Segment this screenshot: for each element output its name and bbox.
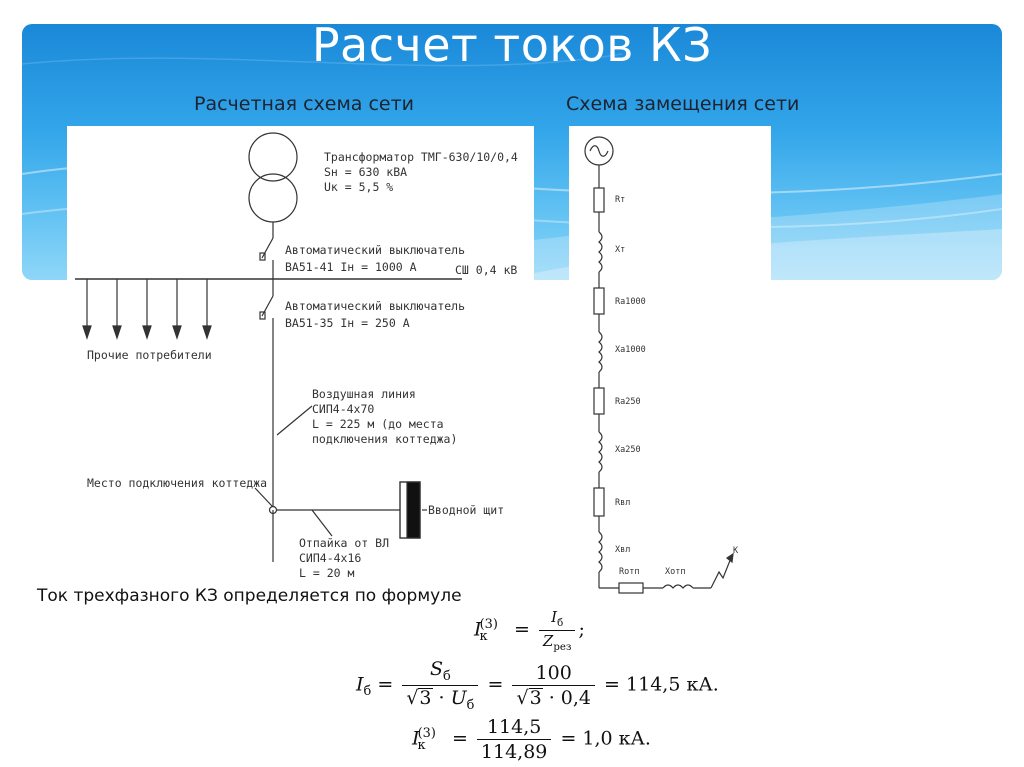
f2-den2-value: 0,4 bbox=[560, 686, 591, 709]
branch-cable: СИП4-4х16 bbox=[299, 551, 362, 565]
f3-lhs-symbol: I bbox=[412, 727, 420, 750]
breaker2-contact bbox=[262, 296, 273, 316]
label-xvl: Xвл bbox=[615, 545, 631, 555]
f2-num2: 100 bbox=[535, 661, 572, 684]
input-panel-label: Вводной щит bbox=[428, 503, 505, 517]
f1-equals: = bbox=[513, 618, 530, 641]
f1-lhs-sub: к bbox=[479, 629, 488, 645]
f1-suffix: ; bbox=[578, 618, 585, 641]
f3-den: 114,89 bbox=[477, 739, 551, 763]
transformer-power: Sн = 630 кВА bbox=[324, 165, 408, 179]
label-ra250: Rа250 bbox=[615, 397, 641, 407]
f2-lhs-symbol: I bbox=[356, 673, 364, 696]
resistor-rotp bbox=[619, 583, 643, 593]
f3-lhs-sub: к bbox=[417, 738, 426, 754]
overhead-line-label bbox=[312, 387, 457, 447]
equivalent-scheme-panel bbox=[569, 126, 771, 606]
connection-point-label: Место подключения коттеджа bbox=[87, 476, 268, 490]
line-cable: СИП4-4х70 bbox=[312, 402, 375, 416]
f1-num-symbol: I bbox=[551, 608, 558, 626]
f2-equals-3: = bbox=[604, 673, 620, 696]
inductor-xvl bbox=[599, 532, 602, 572]
f2-den1-symbol: U bbox=[450, 686, 467, 709]
f3-num: 114,5 bbox=[486, 716, 542, 738]
fault-symbol bbox=[711, 558, 731, 588]
breaker1-contact bbox=[262, 238, 273, 258]
breaker1-rating: ВА51-41 Iн = 1000 А bbox=[285, 260, 417, 274]
label-fault: К bbox=[733, 546, 739, 556]
busbar-label: СШ 0,4 кВ bbox=[455, 263, 518, 277]
f1-num-sub: б bbox=[557, 618, 564, 629]
formula-3 bbox=[412, 716, 651, 763]
resistor-rt bbox=[594, 188, 604, 212]
f2-num1-symbol: S bbox=[429, 658, 443, 680]
label-rotp: Rотп bbox=[619, 567, 640, 577]
transformer-type: Трансформатор ТМГ-630/10/0,4 bbox=[324, 150, 518, 164]
f1-lhs-sup: (3) bbox=[479, 617, 498, 633]
label-xa250: Xа250 bbox=[615, 445, 641, 455]
resistor-ra1000 bbox=[594, 288, 604, 314]
label-rvl: Rвл bbox=[615, 498, 631, 508]
resistor-rvl bbox=[594, 488, 604, 516]
line-title: Воздушная линия bbox=[312, 387, 416, 401]
f2-equals-2: = bbox=[487, 673, 504, 696]
breaker1-label bbox=[285, 242, 465, 276]
label-xt: Xт bbox=[615, 245, 626, 255]
formula-2 bbox=[356, 658, 719, 713]
label-ra1000: Rа1000 bbox=[615, 297, 646, 307]
label-rt: Rт bbox=[615, 195, 626, 205]
consumers-label: Прочие потребители bbox=[87, 348, 212, 362]
f1-den-sub: рез bbox=[553, 642, 572, 653]
f2-den1-sub: б bbox=[466, 697, 475, 713]
inductor-xt bbox=[599, 232, 602, 272]
f2-fraction-2: $\frac{100}{√3 \cdot 0,4}$ bbox=[512, 662, 595, 709]
resistor-ra250 bbox=[594, 388, 604, 414]
inductor-xa250 bbox=[599, 432, 602, 472]
f1-den-symbol: Z bbox=[542, 632, 554, 650]
branch-label bbox=[299, 536, 389, 581]
branch-length: L = 20 м bbox=[299, 566, 355, 580]
f3-lhs-sup: (3) bbox=[417, 726, 436, 742]
transformer-label bbox=[324, 150, 518, 195]
line-length: L = 225 м (до места bbox=[312, 417, 444, 431]
f2-den2-root: 3 bbox=[529, 686, 542, 709]
page-title: Расчет токов КЗ bbox=[311, 18, 713, 72]
subtitle-equivalent-scheme: Схема замещения сети bbox=[566, 93, 800, 115]
consumer-arrows bbox=[83, 279, 211, 338]
inductor-xa1000 bbox=[599, 332, 602, 372]
label-xa1000: Xа1000 bbox=[615, 345, 646, 355]
breaker1-title: Автоматический выключатель bbox=[285, 243, 466, 257]
breaker2-label bbox=[285, 298, 465, 332]
f3-fraction bbox=[477, 716, 551, 763]
transformer-voltage: Uк = 5,5 % bbox=[324, 180, 394, 194]
subtitle-calc-scheme: Расчетная схема сети bbox=[194, 93, 415, 115]
formula-intro: Ток трехфазного КЗ определяется по формуле bbox=[37, 586, 462, 606]
f3-equals-1: = bbox=[451, 727, 468, 750]
calc-scheme-panel bbox=[67, 126, 534, 592]
breaker2-title: Автоматический выключатель bbox=[285, 299, 466, 313]
formula-1 bbox=[474, 608, 585, 653]
f1-fraction bbox=[539, 608, 576, 653]
equivalent-circuit-diagram bbox=[569, 126, 771, 606]
f1-lhs-symbol: I bbox=[474, 618, 482, 641]
f2-den1-root: 3 bbox=[419, 686, 432, 709]
inductor-xotp bbox=[663, 585, 693, 588]
breaker2-rating: ВА51-35 Iн = 250 А bbox=[285, 316, 410, 330]
line-length-note: подключения коттеджа) bbox=[312, 432, 458, 446]
label-xotp: Xотп bbox=[665, 567, 686, 577]
f2-lhs-sub: б bbox=[363, 684, 372, 700]
f2-fraction-1: $\frac{S_б}{√3 \cdot U_б}$ bbox=[402, 658, 478, 713]
branch-title: Отпайка от ВЛ bbox=[299, 536, 390, 550]
f3-equals-2: = bbox=[560, 727, 577, 750]
f3-result: 1,0 кА. bbox=[582, 727, 651, 750]
f2-result: 114,5 кА. bbox=[626, 673, 719, 696]
f2-equals-1: = bbox=[377, 673, 394, 696]
f2-num1-sub: б bbox=[443, 668, 451, 684]
